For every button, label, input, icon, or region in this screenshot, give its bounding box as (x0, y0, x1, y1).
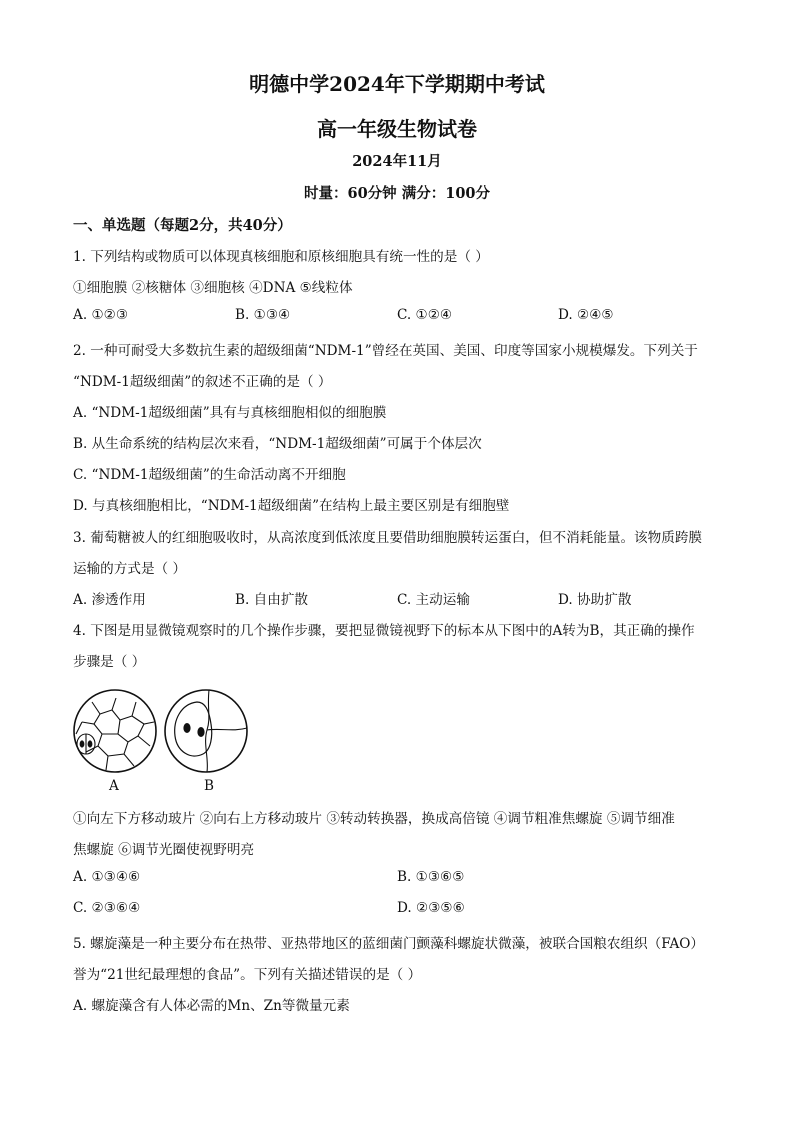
q4-option-a: A. ①③④⑥ (73, 869, 141, 885)
exam-title: 明德中学2024年下学期期中考试 (249, 72, 545, 96)
q4-stem-line2: 步骤是（ ） (73, 654, 146, 670)
q1-items: ①细胞膜 ②核糖体 ③细胞核 ④DNA ⑤线粒体 (73, 280, 353, 296)
q3-option-b: B. 自由扩散 (235, 592, 309, 608)
q3-option-a: A. 渗透作用 (73, 592, 146, 608)
figure-label-b: B (204, 778, 214, 794)
exam-info: 时量：60分钟 满分：100分 (304, 185, 490, 202)
q1-option-b: B. ①③④ (235, 307, 291, 323)
q5-stem-line1: 5. 螺旋藻是一种主要分布在热带、亚热带地区的蓝细菌门颤藻科螺旋状微藻，被联合国粮农组织（FAO） (73, 936, 705, 952)
q5-option-a: A. 螺旋藻含有人体必需的Mn、Zn等微量元素 (73, 998, 350, 1014)
q4-option-d: D. ②③⑤⑥ (397, 900, 465, 916)
q4-option-b: B. ①③⑥⑤ (397, 869, 465, 885)
q4-option-c: C. ②③⑥④ (73, 900, 141, 916)
q5-stem-line2: 誉为“21世纪最理想的食品”。下列有关描述错误的是（ ） (73, 967, 422, 983)
q1-option-d: D. ②④⑤ (558, 307, 614, 323)
q1-stem: 1. 下列结构或物质可以体现真核细胞和原核细胞具有统一性的是（ ） (73, 249, 489, 265)
q3-stem-line2: 运输的方式是（ ） (73, 561, 187, 577)
figure-label-a: A (109, 778, 119, 794)
q2-option-c: C. “NDM-1超级细菌”的生命活动离不开细胞 (73, 467, 346, 483)
q4-steps-line1: ①向左下方移动玻片 ②向右上方移动玻片 ③转动转换器，换成高倍镜 ④调节粗准焦螺旋 ⑤调节细准 (73, 811, 675, 827)
q3-option-c: C. 主动运输 (397, 592, 470, 608)
q2-stem-line1: 2. 一种可耐受大多数抗生素的超级细菌“NDM-1”曾经在英国、美国、印度等国家小规模爆发。下列关于 (73, 343, 698, 359)
exam-date: 2024年11月 (352, 153, 442, 170)
q1-option-c: C. ①②④ (397, 307, 453, 323)
exam-subtitle: 高一年级生物试卷 (317, 117, 477, 141)
q2-stem-line2: “NDM-1超级细菌”的叙述不正确的是（ ） (73, 374, 332, 390)
q2-option-d: D. 与真核细胞相比，“NDM-1超级细菌”在结构上最主要区别是有细胞壁 (73, 498, 510, 514)
q4-steps-line2: 焦螺旋 ⑥调节光圈使视野明亮 (73, 842, 255, 858)
q3-option-d: D. 协助扩散 (558, 592, 632, 608)
q4-stem-line1: 4. 下图是用显微镜观察时的几个操作步骤，要把显微镜视野下的标本从下图中的A转为B，其正确的操作 (73, 623, 695, 639)
q1-option-a: A. ①②③ (73, 307, 129, 323)
microscope-view-a (72, 688, 158, 774)
microscope-view-b (163, 688, 249, 774)
section-title: 一、单选题（每题2分，共40分） (73, 217, 292, 234)
q2-option-a: A. “NDM-1超级细菌”具有与真核细胞相似的细胞膜 (73, 405, 387, 421)
q2-option-b: B. 从生命系统的结构层次来看，“NDM-1超级细菌”可属于个体层次 (73, 436, 482, 452)
q3-stem-line1: 3. 葡萄糖被人的红细胞吸收时，从高浓度到低浓度且要借助细胞膜转运蛋白，但不消耗能量。该物质跨膜 (73, 530, 703, 546)
